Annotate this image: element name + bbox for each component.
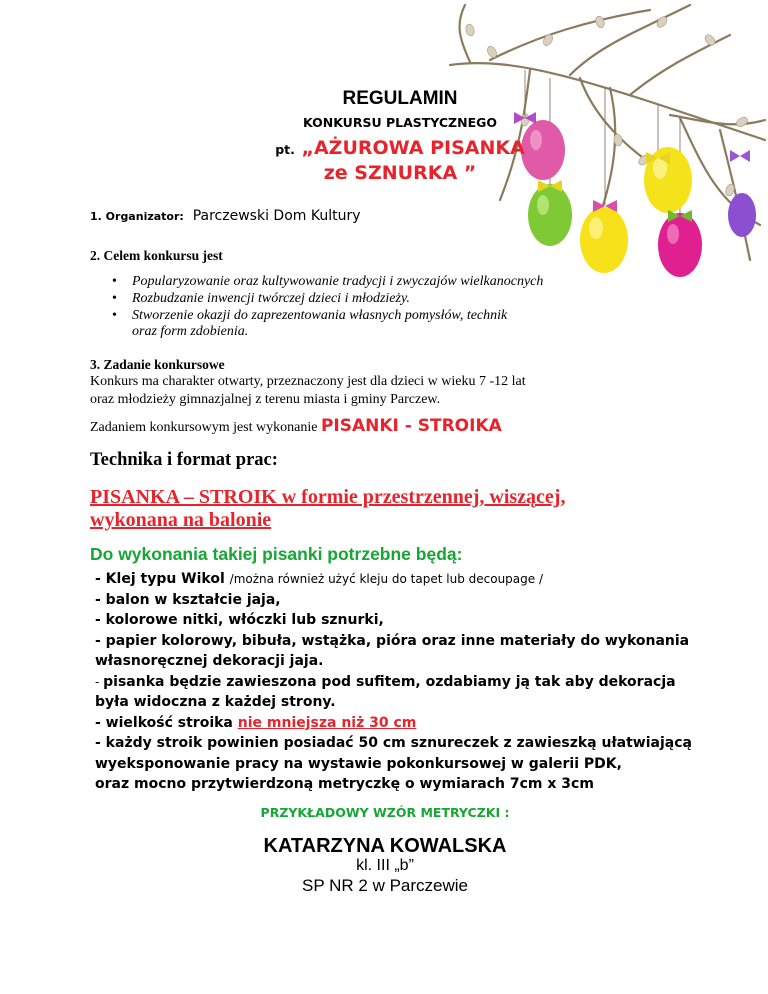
- materials-list: [95, 569, 695, 795]
- contest-name-text1: „AŻUROWA PISANKA: [301, 137, 525, 159]
- materials-item: własnoręcznej dekoracji jaja.: [95, 653, 324, 669]
- contest-name-line2: ze SZNURKA ”: [323, 162, 477, 184]
- goal-item-continuation: oraz form zdobienia.: [132, 324, 249, 339]
- section2-heading: 2. Celem konkursu jest: [90, 248, 223, 263]
- materials-item: - papier kolorowy, bibuła, wstążka, pióra oraz inne materiały do wykonania: [95, 632, 690, 649]
- task-value: PISANKI - STROIKA: [320, 416, 502, 436]
- materials-dash: -: [95, 674, 104, 689]
- goal-item: • Popularyzowanie oraz kultywowanie tradycji i zwyczajów wielkanocnych: [90, 273, 543, 290]
- organizer-line: [90, 208, 361, 224]
- example-heading: PRZYKŁADOWY WZÓR METRYCZKI :: [260, 805, 510, 820]
- section3-heading: 3. Zadanie konkursowe: [90, 357, 225, 372]
- goal-item: • Stworzenie okazji do zaprezentowania własnych pomysłów, technik: [90, 307, 543, 324]
- goals-list: [90, 273, 543, 324]
- materials-item: [95, 672, 695, 693]
- task-prefix: Zadaniem konkursowym jest wykonanie: [90, 420, 321, 435]
- example-name: KATARZYNA KOWALSKA: [263, 835, 507, 857]
- materials-item6-prefix: - wielkość stroika: [95, 714, 238, 731]
- document-subtitle: KONKURSU PLASTYCZNEGO: [302, 115, 498, 130]
- document-title: REGULAMIN: [342, 88, 458, 109]
- materials-heading: Do wykonania takiej pisanki potrzebne będą:: [90, 544, 463, 564]
- materials-item1-note: /można również użyć kleju do tapet lub decoupage /: [229, 572, 543, 586]
- contest-name-line1: [255, 137, 545, 159]
- materials-item: - każdy stroik powinien posiadać 50 cm sznureczek z zawieszką ułatwiającą: [95, 735, 692, 751]
- organizer-label: 1. Organizator:: [90, 210, 184, 223]
- technique-line2: wykonana na balonie: [90, 509, 272, 531]
- materials-item: - balon w kształcie jaja,: [95, 591, 281, 608]
- goal-item: • Rozbudzanie inwencji twórczej dzieci i młodzieży.: [90, 290, 543, 307]
- technique-description: [90, 486, 610, 532]
- materials-item: - kolorowe nitki, włóczki lub sznurki,: [95, 612, 384, 628]
- materials-item: oraz mocno przytwierdzoną metryczkę o wymiarach 7cm x 3cm: [95, 776, 594, 792]
- example-class: kl. III „b”: [356, 857, 414, 874]
- materials-item: była widoczna z każdej strony.: [95, 694, 336, 710]
- section3-line2: oraz młodzieży gimnazjalnej z terenu miasta i gminy Parczew.: [90, 392, 441, 407]
- materials-item6-size: nie mniejsza niż 30 cm: [237, 714, 417, 731]
- materials-item5-text: pisanka będzie zawieszona pod sufitem, ozdabiamy ją tak aby dekoracja: [103, 673, 676, 690]
- pt-prefix: pt.: [275, 142, 295, 157]
- section3-line1: Konkurs ma charakter otwarty, przeznaczony jest dla dzieci w wieku 7 -12 lat: [90, 374, 526, 389]
- technique-heading: Technika i format prac:: [90, 450, 278, 470]
- materials-item: [95, 569, 695, 590]
- materials-item: wyeksponowanie pracy na wystawie pokonkursowej w galerii PDK,: [95, 755, 622, 772]
- section3-task: [90, 416, 502, 436]
- materials-item1-bold: - Klej typu Wikol: [95, 571, 230, 587]
- example-school: SP NR 2 w Parczewie: [302, 876, 468, 895]
- organizer-value: Parczewski Dom Kultury: [192, 208, 361, 224]
- materials-item: [95, 713, 695, 734]
- technique-line1: PISANKA – STROIK w formie przestrzennej, wiszącej,: [90, 486, 566, 508]
